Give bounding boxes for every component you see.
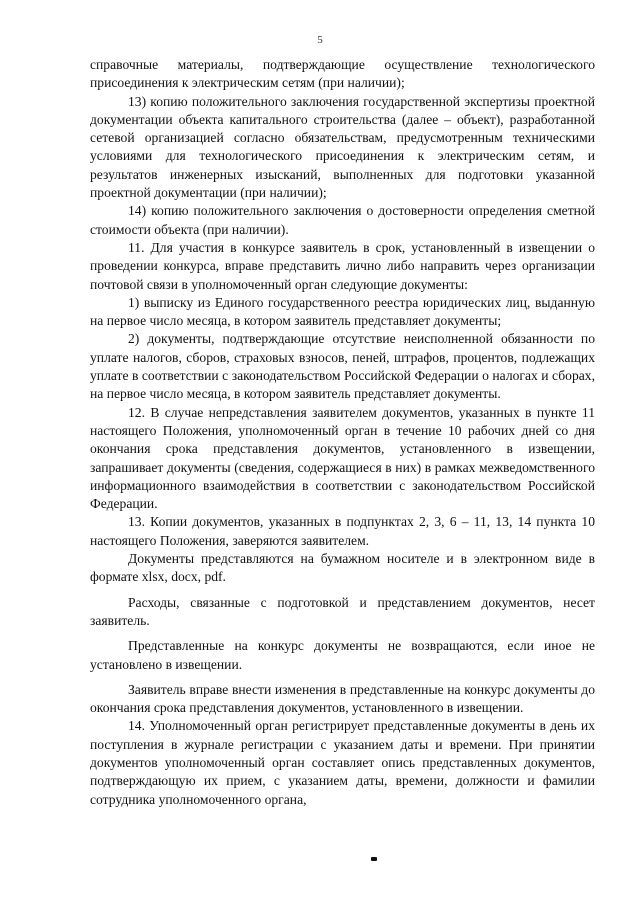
paragraph: Документы представляются на бумажном носителе и в электронном виде в формате xlsx, docx, pdf. — [90, 551, 595, 585]
paragraph: 12. В случае непредставления заявителем документов, указанных в пункте 11 настоящего Положения, уполномоченный орган в течение 10 рабочих дней со дня окончания срока представления документов, установленного в извещении, запрашивает документы (сведения, содержащиеся в них) в рамках межведомственного информационного взаимодействия в соответствии с законодательством Российской Федерации. — [90, 404, 595, 512]
paragraph: 14) копию положительного заключения о достоверности определения сметной стоимости объекта (при наличии). — [90, 203, 595, 237]
paragraph: 11. Для участия в конкурсе заявитель в срок, установленный в извещении о проведении конкурса, вправе представить лично либо направить через организации почтовой связи в уполномоченный орган следующие документы: — [90, 239, 595, 292]
paragraph: справочные материалы, подтверждающие осуществление технологического присоединения к электрическим сетям (при наличии); — [90, 57, 595, 91]
paragraph: 14. Уполномоченный орган регистрирует представленные документы в день их поступления в журнале регистрации с указанием даты и времени. При принятии документов уполномоченный орган составляет опись представленных документов, подтверждающую их прием, с указанием даты, времени, должности и фамилии сотрудника уполномоченного органа, — [90, 718, 595, 807]
document-body — [90, 56, 595, 809]
paragraph: Заявитель вправе внести изменения в представленные на конкурс документы до окончания срока представления документов, установленного в извещении. — [90, 681, 595, 716]
paragraph: Представленные на конкурс документы не возвращаются, если иное не установлено в извещении. — [90, 638, 595, 672]
paragraph: 13. Копии документов, указанных в подпунктах 2, 3, 6 – 11, 13, 14 пункта 10 настоящего Положения, заверяются заявителем. — [90, 514, 595, 548]
paragraph: Расходы, связанные с подготовкой и представлением документов, несет заявитель. — [90, 594, 595, 628]
page-number: 5 — [317, 34, 323, 46]
scan-mark — [371, 857, 377, 861]
paragraph: 1) выписку из Единого государственного реестра юридических лиц, выданную на первое число месяца, в котором заявитель представляет документы; — [90, 294, 595, 329]
paragraph: 13) копию положительного заключения государственной экспертизы проектной документации объекта капитального строительства (далее – объект), разработанной сетевой организацией согласно обязательствам, предусмотренным техническими условиями для технологического присоединения к электрическим сетям, и результатов инженерных изысканий, выполненных для подготовки указанной проектной документации (при наличии); — [90, 93, 595, 201]
paragraph: 2) документы, подтверждающие отсутствие неисполненной обязанности по уплате налогов, сборов, страховых взносов, пеней, штрафов, процентов, подлежащих уплате в соответствии с законодательством Российской Федерации о налогах и сборах, на первое число месяца, в котором заявитель представляет документы. — [90, 331, 595, 402]
